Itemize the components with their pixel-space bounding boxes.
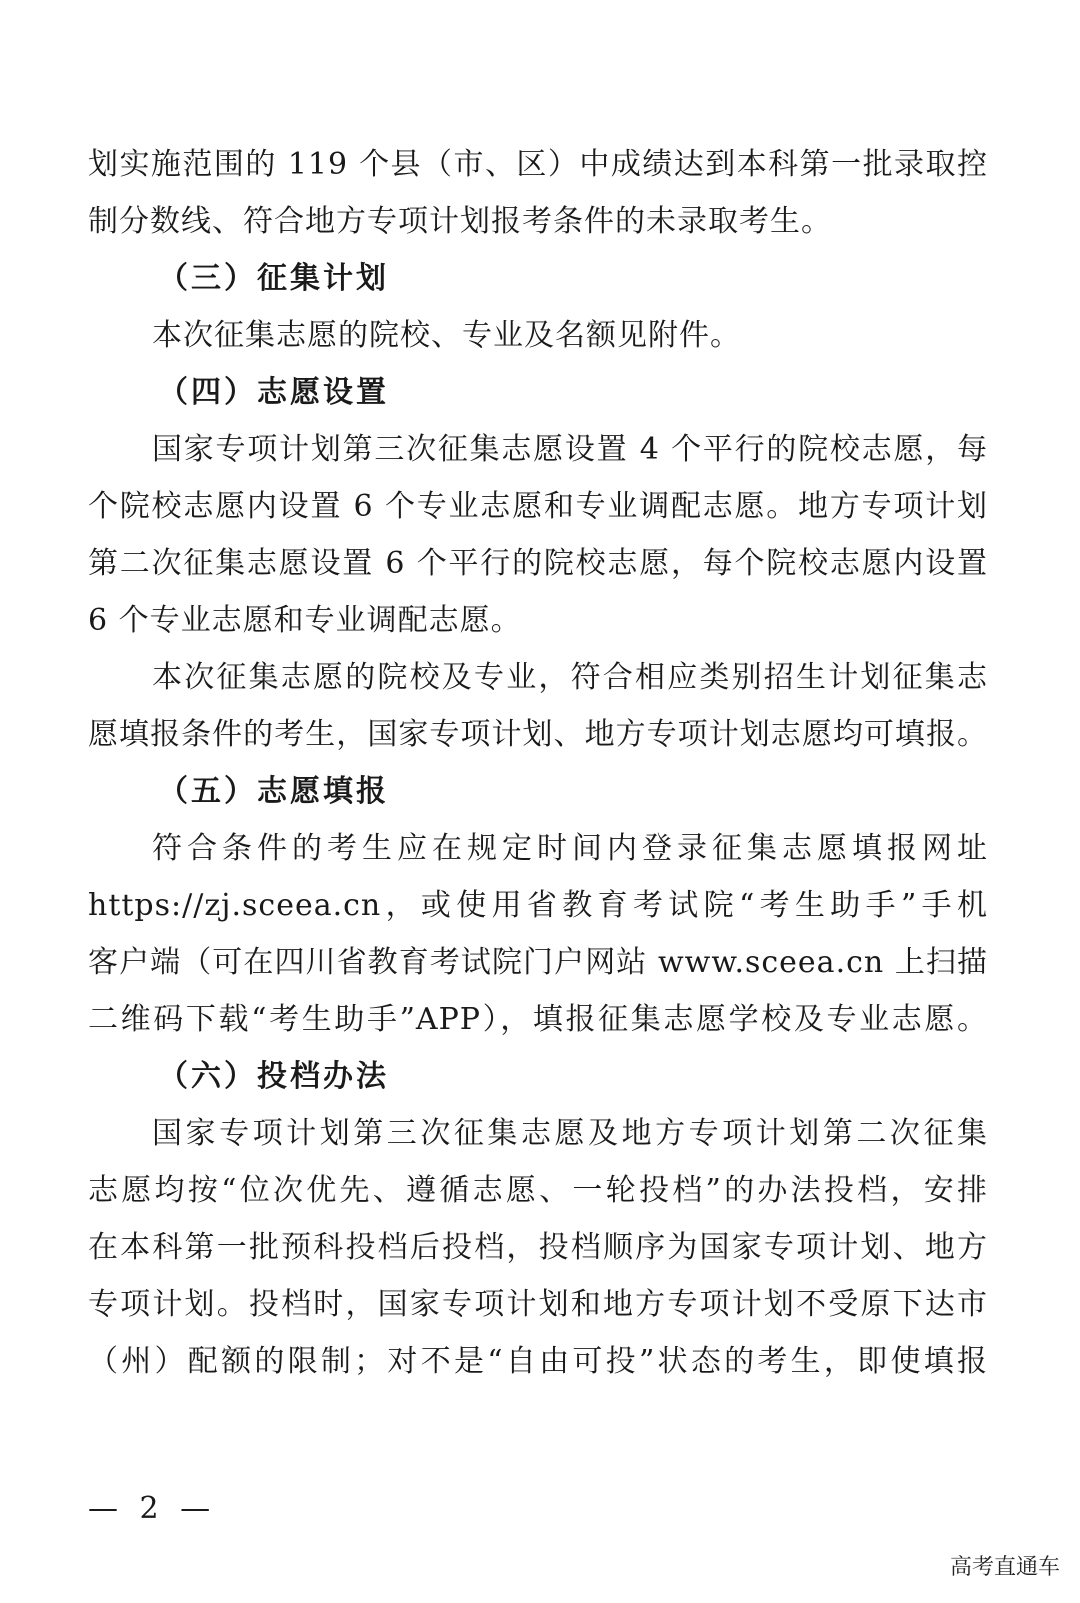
body-line: 本次征集志愿的院校及专业，符合相应类别招生计划征集志 xyxy=(152,660,988,695)
body-line: 国家专项计划第三次征集志愿设置 4 个平行的院校志愿，每 xyxy=(152,432,988,467)
body-line: 本次征集志愿的院校、专业及名额见附件。 xyxy=(152,318,741,353)
body-line: 国家专项计划第三次征集志愿及地方专项计划第二次征集 xyxy=(152,1116,988,1151)
section-heading: （五）志愿填报 xyxy=(158,774,389,809)
body-line: 专项计划。投档时，国家专项计划和地方专项计划不受原下达市 xyxy=(88,1287,988,1322)
body-line: https://zj.sceea.cn，或使用省教育考试院“考生助手”手机 xyxy=(88,888,988,923)
section-heading: （三）征集计划 xyxy=(158,261,389,296)
body-line: 愿填报条件的考生，国家专项计划、地方专项计划志愿均可填报。 xyxy=(88,717,988,752)
body-line: 符合条件的考生应在规定时间内登录征集志愿填报网址 xyxy=(152,831,988,866)
section-heading: （四）志愿设置 xyxy=(158,375,389,410)
body-line: 客户端（可在四川省教育考试院门户网站 www.sceea.cn 上扫描 xyxy=(88,945,988,980)
body-line: 在本科第一批预科投档后投档，投档顺序为国家专项计划、地方 xyxy=(88,1230,988,1265)
section-heading: （六）投档办法 xyxy=(158,1059,389,1094)
watermark: 高考直通车 xyxy=(949,1555,1060,1580)
page-number: — 2 — xyxy=(88,1491,217,1526)
body-line: 二维码下载“考生助手”APP），填报征集志愿学校及专业志愿。 xyxy=(88,1002,988,1037)
body-line: 制分数线、符合地方专项计划报考条件的未录取考生。 xyxy=(88,204,832,239)
body-line: 6 个专业志愿和专业调配志愿。 xyxy=(88,603,522,638)
body-line: 个院校志愿内设置 6 个专业志愿和专业调配志愿。地方专项计划 xyxy=(88,489,988,524)
body-line: （州）配额的限制；对不是“自由可投”状态的考生，即使填报 xyxy=(88,1344,988,1379)
body-line: 志愿均按“位次优先、遵循志愿、一轮投档”的办法投档，安排 xyxy=(88,1173,988,1208)
body-line: 第二次征集志愿设置 6 个平行的院校志愿，每个院校志愿内设置 xyxy=(88,546,988,581)
body-line: 划实施范围的 119 个县（市、区）中成绩达到本科第一批录取控 xyxy=(88,147,988,182)
